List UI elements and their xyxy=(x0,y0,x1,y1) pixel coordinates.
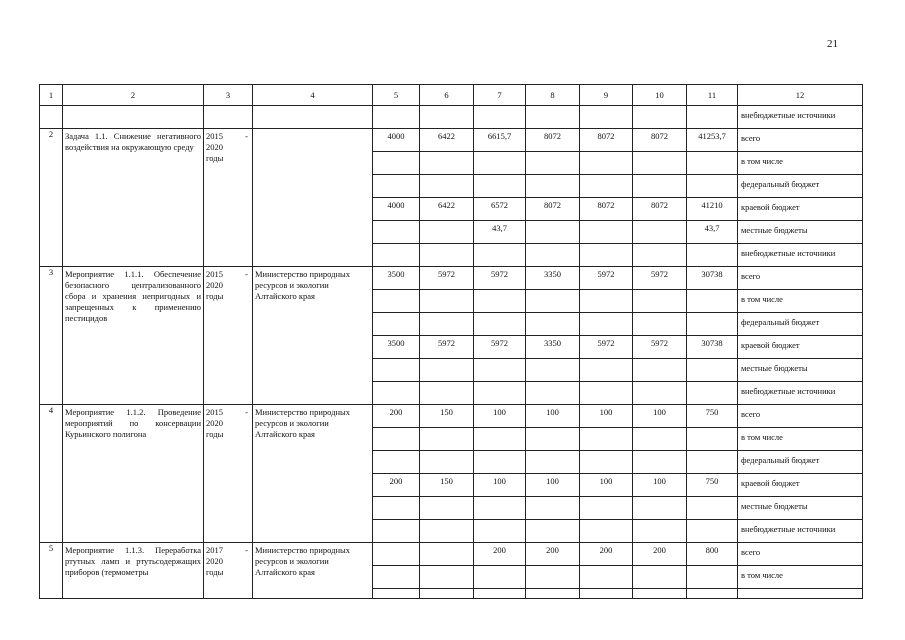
source-label: всего xyxy=(738,267,863,290)
value-cell: 8072 xyxy=(526,198,580,221)
value-cell: 8072 xyxy=(526,129,580,152)
source-label: краевой бюджет xyxy=(738,474,863,497)
source-label: всего xyxy=(738,405,863,428)
budget-table xyxy=(39,84,863,599)
value-cell: 6422 xyxy=(420,198,474,221)
value-cell: 5972 xyxy=(420,267,474,290)
activity-name: Мероприятие 1.1.2. Проведение мероприятий по консервации Курьинского полигона xyxy=(63,405,204,543)
value-cell: 750 xyxy=(687,405,738,428)
table-row xyxy=(40,129,863,152)
value-cell: 5972 xyxy=(420,336,474,359)
column-header: 8 xyxy=(526,85,580,106)
source-label: федеральный бюджет xyxy=(738,313,863,336)
value-cell: 750 xyxy=(687,474,738,497)
value-cell: 5972 xyxy=(633,336,687,359)
source-label: в том числе xyxy=(738,152,863,175)
value-cell: 8072 xyxy=(633,198,687,221)
value-cell: 200 xyxy=(633,543,687,566)
source-label: внебюджетные источники xyxy=(738,244,863,267)
source-label: в том числе xyxy=(738,428,863,451)
value-cell: 200 xyxy=(373,474,420,497)
table-row xyxy=(40,106,863,129)
value-cell: 4000 xyxy=(373,129,420,152)
activity-years: 2017 - 2020 годы xyxy=(204,543,253,599)
source-label: всего xyxy=(738,129,863,152)
value-cell: 8072 xyxy=(580,129,633,152)
source-label: внебюджетные источники xyxy=(738,520,863,543)
value-cell: 200 xyxy=(373,405,420,428)
column-header: 7 xyxy=(474,85,526,106)
activity-years: 2015 - 2020 годы xyxy=(204,129,253,267)
activity-name: Задача 1.1. Снижение негативного воздействия на окружающую среду xyxy=(63,129,204,267)
executor xyxy=(253,129,373,267)
value-cell: 200 xyxy=(474,543,526,566)
row-number: 2 xyxy=(40,129,63,267)
table-row xyxy=(40,405,863,428)
executor: Министерство природных ресурсов и экологии Алтайского края xyxy=(253,543,373,599)
value-cell xyxy=(633,221,687,244)
row-number: 4 xyxy=(40,405,63,543)
source-label: местные бюджеты xyxy=(738,221,863,244)
column-header: 6 xyxy=(420,85,474,106)
value-cell: 5972 xyxy=(633,267,687,290)
row-number: 5 xyxy=(40,543,63,599)
value-cell: 100 xyxy=(526,405,580,428)
value-cell: 41253,7 xyxy=(687,129,738,152)
header-row xyxy=(40,85,863,106)
value-cell xyxy=(373,543,420,566)
source-label: в том числе xyxy=(738,566,863,589)
value-cell: 43,7 xyxy=(474,221,526,244)
value-cell: 4000 xyxy=(373,198,420,221)
activity-name: Мероприятие 1.1.1. Обеспечение безопасного централизованного сбора и хранения непригодных и запрещенных к применению пестицидов xyxy=(63,267,204,405)
value-cell: 8072 xyxy=(580,198,633,221)
table-row xyxy=(40,543,863,566)
value-cell: 100 xyxy=(633,405,687,428)
column-header: 1 xyxy=(40,85,63,106)
value-cell: 30738 xyxy=(687,267,738,290)
value-cell: 100 xyxy=(474,474,526,497)
value-cell: 43,7 xyxy=(687,221,738,244)
activity-name: Мероприятие 1.1.3. Переработка ртутных ламп и ртутьсодержащих приборов (термометры xyxy=(63,543,204,599)
value-cell: 6572 xyxy=(474,198,526,221)
value-cell xyxy=(580,221,633,244)
value-cell: 6615,7 xyxy=(474,129,526,152)
column-header: 10 xyxy=(633,85,687,106)
column-header: 2 xyxy=(63,85,204,106)
page-number: 21 xyxy=(827,38,838,50)
executor: Министерство природных ресурсов и экологии Алтайского края xyxy=(253,267,373,405)
column-header: 3 xyxy=(204,85,253,106)
value-cell: 5972 xyxy=(474,267,526,290)
value-cell: 150 xyxy=(420,474,474,497)
value-cell xyxy=(373,221,420,244)
value-cell: 3500 xyxy=(373,336,420,359)
value-cell: 30738 xyxy=(687,336,738,359)
source-label: местные бюджеты xyxy=(738,359,863,382)
value-cell: 200 xyxy=(580,543,633,566)
source-label: федеральный бюджет xyxy=(738,451,863,474)
source-label: всего xyxy=(738,543,863,566)
value-cell: 150 xyxy=(420,405,474,428)
column-header: 4 xyxy=(253,85,373,106)
activity-years: 2015 - 2020 годы xyxy=(204,405,253,543)
value-cell: 100 xyxy=(633,474,687,497)
column-header: 5 xyxy=(373,85,420,106)
value-cell xyxy=(420,221,474,244)
source-label: в том числе xyxy=(738,290,863,313)
value-cell: 200 xyxy=(526,543,580,566)
value-cell: 100 xyxy=(474,405,526,428)
value-cell: 100 xyxy=(580,405,633,428)
value-cell: 3350 xyxy=(526,267,580,290)
value-cell: 5972 xyxy=(580,336,633,359)
activity-years: 2015 - 2020 годы xyxy=(204,267,253,405)
value-cell: 3350 xyxy=(526,336,580,359)
source-label: краевой бюджет xyxy=(738,336,863,359)
value-cell: 100 xyxy=(526,474,580,497)
row-number: 3 xyxy=(40,267,63,405)
source-label: краевой бюджет xyxy=(738,198,863,221)
value-cell xyxy=(526,221,580,244)
executor: Министерство природных ресурсов и экологии Алтайского края xyxy=(253,405,373,543)
column-header: 12 xyxy=(738,85,863,106)
value-cell: 41210 xyxy=(687,198,738,221)
source-label: внебюджетные источники xyxy=(738,106,863,129)
value-cell: 800 xyxy=(687,543,738,566)
source-label: внебюджетные источники xyxy=(738,382,863,405)
source-label: федеральный бюджет xyxy=(738,175,863,198)
column-header: 11 xyxy=(687,85,738,106)
value-cell: 5972 xyxy=(580,267,633,290)
value-cell: 6422 xyxy=(420,129,474,152)
value-cell: 8072 xyxy=(633,129,687,152)
value-cell xyxy=(420,543,474,566)
value-cell: 5972 xyxy=(474,336,526,359)
value-cell: 100 xyxy=(580,474,633,497)
column-header: 9 xyxy=(580,85,633,106)
value-cell: 3500 xyxy=(373,267,420,290)
table-row xyxy=(40,267,863,290)
source-label: местные бюджеты xyxy=(738,497,863,520)
